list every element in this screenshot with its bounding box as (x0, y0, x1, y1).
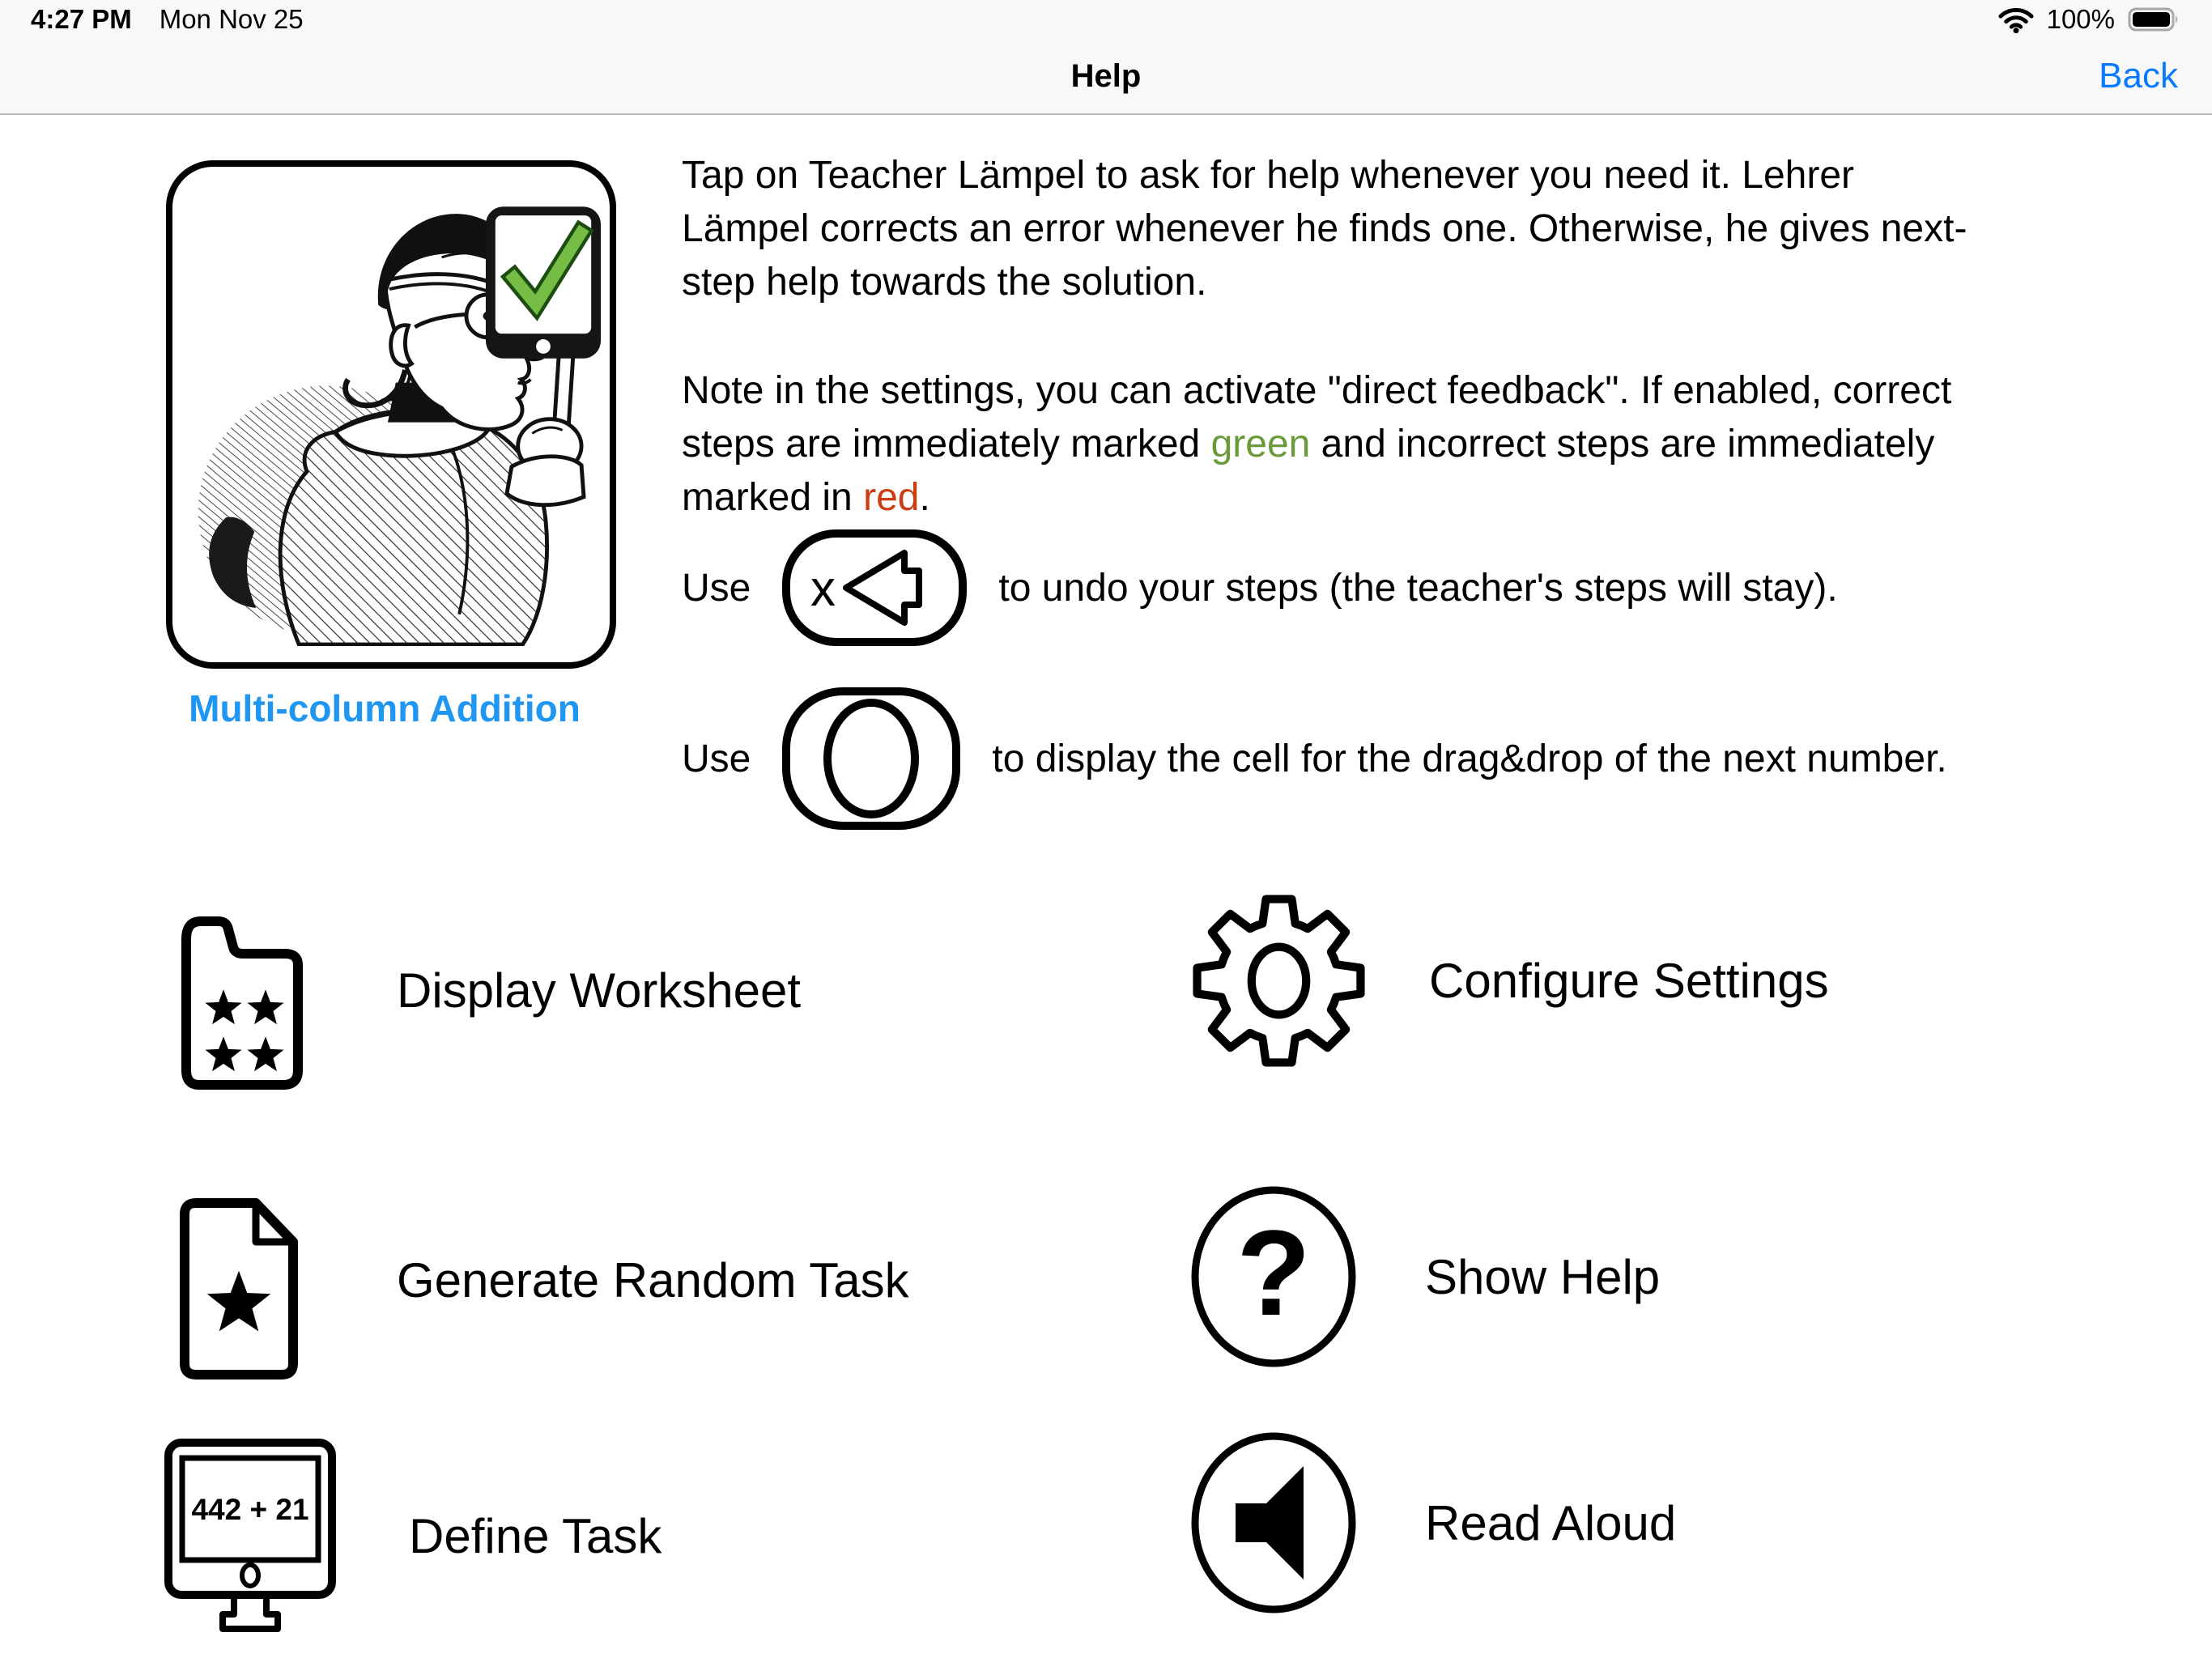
speaker-icon (1189, 1430, 1359, 1616)
monitor-screen-text: 442 + 21 (191, 1493, 309, 1526)
undo-instruction-text: to undo your steps (the teacher's steps will stay). (998, 566, 1838, 610)
intro-line-1: Tap on Teacher Lämpel to ask for help whenever you need it. Lehrer (682, 154, 1855, 197)
note-line-3-text-b: . (919, 476, 930, 519)
define-task-label: Define Task (409, 1509, 662, 1563)
back-button[interactable]: Back (2099, 56, 2178, 96)
worksheet-stars-icon (160, 889, 322, 1091)
status-bar (0, 0, 2212, 39)
gear-icon (1184, 886, 1374, 1076)
battery-percent-label: 100% (2046, 4, 2115, 34)
note-line-2-text: steps are immediately marked (682, 423, 1211, 466)
display-worksheet-label: Display Worksheet (397, 963, 802, 1018)
page-title: Help (1070, 57, 1142, 94)
date-label: Mon Nov 25 (159, 4, 304, 34)
generate-random-task-label: Generate Random Task (397, 1252, 909, 1307)
tablet-check-badge-icon (483, 204, 603, 361)
generate-random-task-button[interactable] (160, 1179, 909, 1381)
configure-settings-button[interactable] (1184, 886, 1829, 1076)
note-paragraph (682, 364, 2172, 525)
toggle-use-label: Use (682, 737, 751, 780)
question-mark-circle-icon (1189, 1184, 1359, 1370)
note-line-3-text: marked in (682, 476, 864, 519)
teacher-caption: Multi-column Addition (189, 687, 581, 729)
note-line-3 (682, 471, 2172, 525)
svg-text:x: x (810, 561, 836, 617)
note-line-2 (682, 418, 2172, 471)
green-word: green (1210, 423, 1311, 466)
undo-instruction-row (682, 526, 1838, 649)
undo-icon (781, 529, 968, 647)
toggle-icon (781, 687, 961, 831)
undo-use-label: Use (682, 566, 751, 610)
intro-paragraph (682, 149, 2172, 309)
note-line-2-text-b: and incorrect steps are immediately (1310, 423, 1935, 466)
note-line-1: Note in the settings, you can activate "direct feedback". If enabled, correct (682, 369, 1952, 412)
nav-bar (0, 39, 2212, 115)
clock-label: 4:27 PM (31, 4, 132, 34)
show-help-label: Show Help (1425, 1249, 1661, 1304)
teacher-laempel-card (166, 160, 616, 669)
read-aloud-button[interactable] (1189, 1430, 1676, 1616)
show-help-button[interactable] (1189, 1184, 1660, 1370)
toggle-instruction-row (682, 685, 1947, 832)
read-aloud-label: Read Aloud (1425, 1495, 1677, 1550)
monitor-icon (155, 1433, 346, 1639)
battery-icon (2128, 6, 2181, 32)
display-worksheet-button[interactable] (160, 889, 801, 1091)
intro-line-2: Lämpel corrects an error whenever he finds one. Otherwise, he gives next- (682, 207, 1967, 250)
intro-line-3: step help towards the solution. (682, 261, 1207, 304)
wifi-icon (1998, 6, 2034, 33)
red-word: red (863, 476, 920, 519)
svg-text:?: ? (1236, 1205, 1311, 1341)
define-task-button[interactable] (155, 1433, 661, 1639)
configure-settings-label: Configure Settings (1429, 954, 1829, 1008)
document-star-icon (160, 1179, 322, 1381)
toggle-instruction-text: to display the cell for the drag&drop of the next number. (992, 737, 1947, 780)
